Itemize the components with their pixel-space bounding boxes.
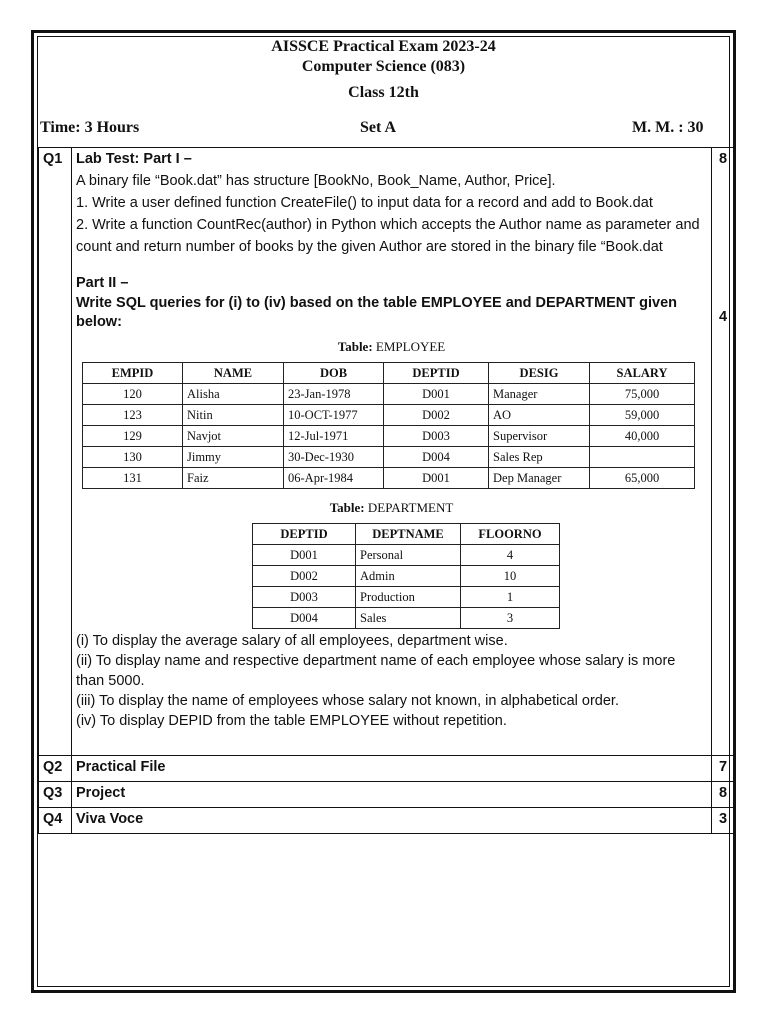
table-row	[83, 405, 695, 426]
marks-cell: 3	[712, 808, 735, 834]
table-cell: 3	[461, 608, 560, 629]
table-cell: D003	[384, 426, 489, 447]
table-cell: D001	[253, 545, 356, 566]
table-cell: D002	[253, 566, 356, 587]
column-header: DOB	[284, 363, 384, 384]
table-cell: 75,000	[590, 384, 695, 405]
table-cell: Supervisor	[489, 426, 590, 447]
table-cell: 12-Jul-1971	[284, 426, 384, 447]
table-cell: D003	[253, 587, 356, 608]
part1-line: A binary file “Book.dat” has structure [BookNo, Book_Name, Author, Price].	[76, 173, 556, 189]
part2-title: Part II –	[76, 275, 129, 291]
part1-marks: 8	[718, 151, 728, 167]
query-item: (ii) To display name and respective department name of each employee whose salary is more than 5000.	[76, 653, 676, 689]
department-table	[252, 523, 560, 629]
part1-line: 2. Write a function CountRec(author) in Python which accepts the Author name as parameter and count and return number of books by the given Author are stored in the binary file “Book.dat	[76, 217, 700, 255]
table-cell: Manager	[489, 384, 590, 405]
table-row	[253, 545, 560, 566]
table-cell: 06-Apr-1984	[284, 468, 384, 489]
table-cell: Faiz	[183, 468, 284, 489]
page-border	[31, 30, 736, 993]
part2-instruction: Write SQL queries for (i) to (iv) based on the table EMPLOYEE and DEPARTMENT given below:	[76, 295, 678, 330]
query-item: (iii) To display the name of employees whose salary not known, in alphabetical order.	[76, 693, 619, 709]
column-header: SALARY	[590, 363, 695, 384]
table-row	[253, 587, 560, 608]
marks-cell: 7	[712, 756, 735, 782]
exam-sheet	[37, 36, 730, 987]
table-cell: 130	[83, 447, 183, 468]
table-cell: Admin	[356, 566, 461, 587]
time-label: Time: 3 Hours	[40, 119, 140, 136]
question-title: Practical File	[72, 756, 712, 782]
table-cell: Sales	[356, 608, 461, 629]
table-cell: Production	[356, 587, 461, 608]
question-number: Q2	[39, 756, 72, 782]
department-header-row	[253, 524, 560, 545]
exam-title: AISSCE Practical Exam 2023-24	[271, 38, 496, 55]
table-cell: Navjot	[183, 426, 284, 447]
question-row-q3	[39, 782, 735, 808]
table-cell: AO	[489, 405, 590, 426]
query-item: (iv) To display DEPID from the table EMPLOYEE without repetition.	[76, 713, 507, 729]
employee-header-row	[83, 363, 695, 384]
table-row	[253, 566, 560, 587]
column-header: EMPID	[83, 363, 183, 384]
table-cell: D002	[384, 405, 489, 426]
table-cell: Dep Manager	[489, 468, 590, 489]
table-cell: 120	[83, 384, 183, 405]
table-cell: 40,000	[590, 426, 695, 447]
column-header: FLOORNO	[461, 524, 560, 545]
table-cell: 123	[83, 405, 183, 426]
column-header: NAME	[183, 363, 284, 384]
question-title: Project	[72, 782, 712, 808]
table-cell: D001	[384, 468, 489, 489]
table-row	[83, 426, 695, 447]
table-cell: 4	[461, 545, 560, 566]
column-header: DESIG	[489, 363, 590, 384]
table-cell: D004	[253, 608, 356, 629]
table-cell: 129	[83, 426, 183, 447]
question-body	[72, 148, 712, 756]
table-row	[83, 447, 695, 468]
marks-cell: 8	[712, 782, 735, 808]
table-row	[83, 468, 695, 489]
table-cell: 10	[461, 566, 560, 587]
employee-table	[82, 362, 695, 489]
table-cell: 131	[83, 468, 183, 489]
part1-title: Lab Test: Part I –	[76, 151, 192, 167]
table-cell: D001	[384, 384, 489, 405]
column-header: DEPTID	[384, 363, 489, 384]
table-cell: 1	[461, 587, 560, 608]
table-cell: 23-Jan-1978	[284, 384, 384, 405]
class-title: Class 12th	[348, 84, 419, 101]
subject-title: Computer Science (083)	[301, 58, 466, 75]
table-cell: 65,000	[590, 468, 695, 489]
query-item: (i) To display the average salary of all employees, department wise.	[76, 633, 508, 649]
questions-table	[38, 147, 735, 834]
table-cell: 30-Dec-1930	[284, 447, 384, 468]
question-number: Q1	[39, 148, 72, 756]
question-title: Viva Voce	[72, 808, 712, 834]
table-cell: D004	[384, 447, 489, 468]
table-cell: Jimmy	[183, 447, 284, 468]
table-cell: 10-OCT-1977	[284, 405, 384, 426]
set-label: Set A	[360, 119, 396, 136]
marks-cell	[712, 148, 735, 756]
employee-table-caption: Table: EMPLOYEE	[337, 339, 446, 354]
question-number: Q3	[39, 782, 72, 808]
table-cell	[590, 447, 695, 468]
query-list	[76, 631, 707, 731]
department-table-caption: Table: DEPARTMENT	[329, 500, 454, 515]
question-row-q1	[39, 148, 735, 756]
max-marks-label: M. M. : 30	[632, 119, 704, 136]
part1-line: 1. Write a user defined function CreateFile() to input data for a record and add to Book.dat	[76, 195, 653, 211]
part2-marks: 4	[718, 309, 728, 325]
column-header: DEPTNAME	[356, 524, 461, 545]
table-cell: Alisha	[183, 384, 284, 405]
question-row-q4	[39, 808, 735, 834]
table-row	[83, 384, 695, 405]
table-row	[253, 608, 560, 629]
table-cell: Sales Rep	[489, 447, 590, 468]
column-header: DEPTID	[253, 524, 356, 545]
question-number: Q4	[39, 808, 72, 834]
table-cell: 59,000	[590, 405, 695, 426]
table-cell: Nitin	[183, 405, 284, 426]
table-cell: Personal	[356, 545, 461, 566]
question-row-q2	[39, 756, 735, 782]
